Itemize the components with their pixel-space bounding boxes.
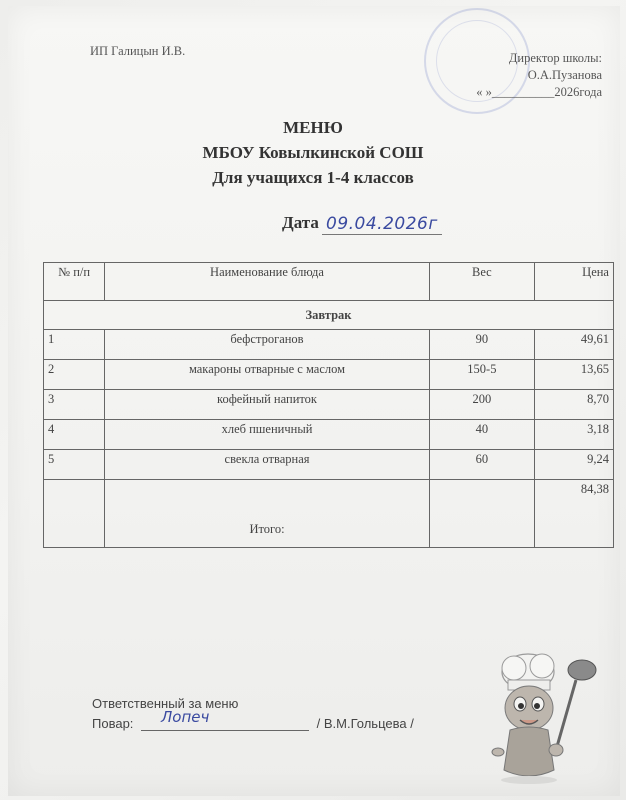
row-weight: 200 — [429, 390, 534, 420]
date-value: 09.04.2026г — [322, 214, 442, 235]
row-price: 9,24 — [534, 450, 613, 480]
row-num: 3 — [44, 390, 105, 420]
total-row — [44, 480, 614, 548]
table-row — [44, 390, 614, 420]
table-header-row — [44, 263, 614, 301]
table-row — [44, 450, 614, 480]
row-num: 2 — [44, 360, 105, 390]
header-weight: Вес — [429, 263, 534, 301]
section-breakfast: Завтрак — [44, 301, 614, 330]
document-title: МЕНЮ — [283, 118, 343, 137]
row-dish: свекла отварная — [105, 450, 430, 480]
row-num: 1 — [44, 330, 105, 360]
chef-mascot-illustration — [484, 640, 604, 790]
director-name: О.А.Пузанова — [527, 68, 602, 82]
row-price: 3,18 — [534, 420, 613, 450]
responsible-label: Ответственный за меню — [92, 696, 239, 711]
table-row — [44, 420, 614, 450]
school-name: МБОУ Ковылкинской СОШ — [202, 143, 424, 162]
table-row — [44, 330, 614, 360]
row-price: 8,70 — [534, 390, 613, 420]
row-weight: 150-5 — [429, 360, 534, 390]
entrepreneur-name: ИП Галицын И.В. — [90, 44, 186, 58]
audience: Для учащихся 1-4 классов — [212, 168, 414, 187]
header-num: № п/п — [44, 263, 105, 301]
director-approval-block — [476, 50, 602, 101]
row-dish: кофейный напиток — [105, 390, 430, 420]
section-row — [44, 301, 614, 330]
cook-label: Повар: — [92, 716, 134, 731]
cook-name: / В.М.Гольцева / — [316, 716, 414, 731]
table-row — [44, 360, 614, 390]
cook-line — [92, 708, 414, 731]
date-label: Дата — [282, 213, 319, 232]
row-num: 4 — [44, 420, 105, 450]
row-weight: 40 — [429, 420, 534, 450]
total-empty-cell — [44, 480, 105, 548]
approval-date: « »__________2026года — [476, 85, 602, 99]
cook-signature: Лопеч — [161, 708, 210, 726]
menu-table — [43, 262, 614, 548]
total-label: Итого: — [105, 480, 430, 548]
row-price: 13,65 — [534, 360, 613, 390]
row-weight: 60 — [429, 450, 534, 480]
row-num: 5 — [44, 450, 105, 480]
row-dish: макароны отварные с маслом — [105, 360, 430, 390]
total-value: 84,38 — [534, 480, 613, 548]
header-price: Цена — [534, 263, 613, 301]
row-weight: 90 — [429, 330, 534, 360]
row-price: 49,61 — [534, 330, 613, 360]
row-dish: бефстроганов — [105, 330, 430, 360]
header-name: Наименование блюда — [105, 263, 430, 301]
director-title: Директор школы: — [508, 51, 602, 65]
row-dish: хлеб пшеничный — [105, 420, 430, 450]
signature-line — [141, 708, 309, 731]
total-weight-cell — [429, 480, 534, 548]
